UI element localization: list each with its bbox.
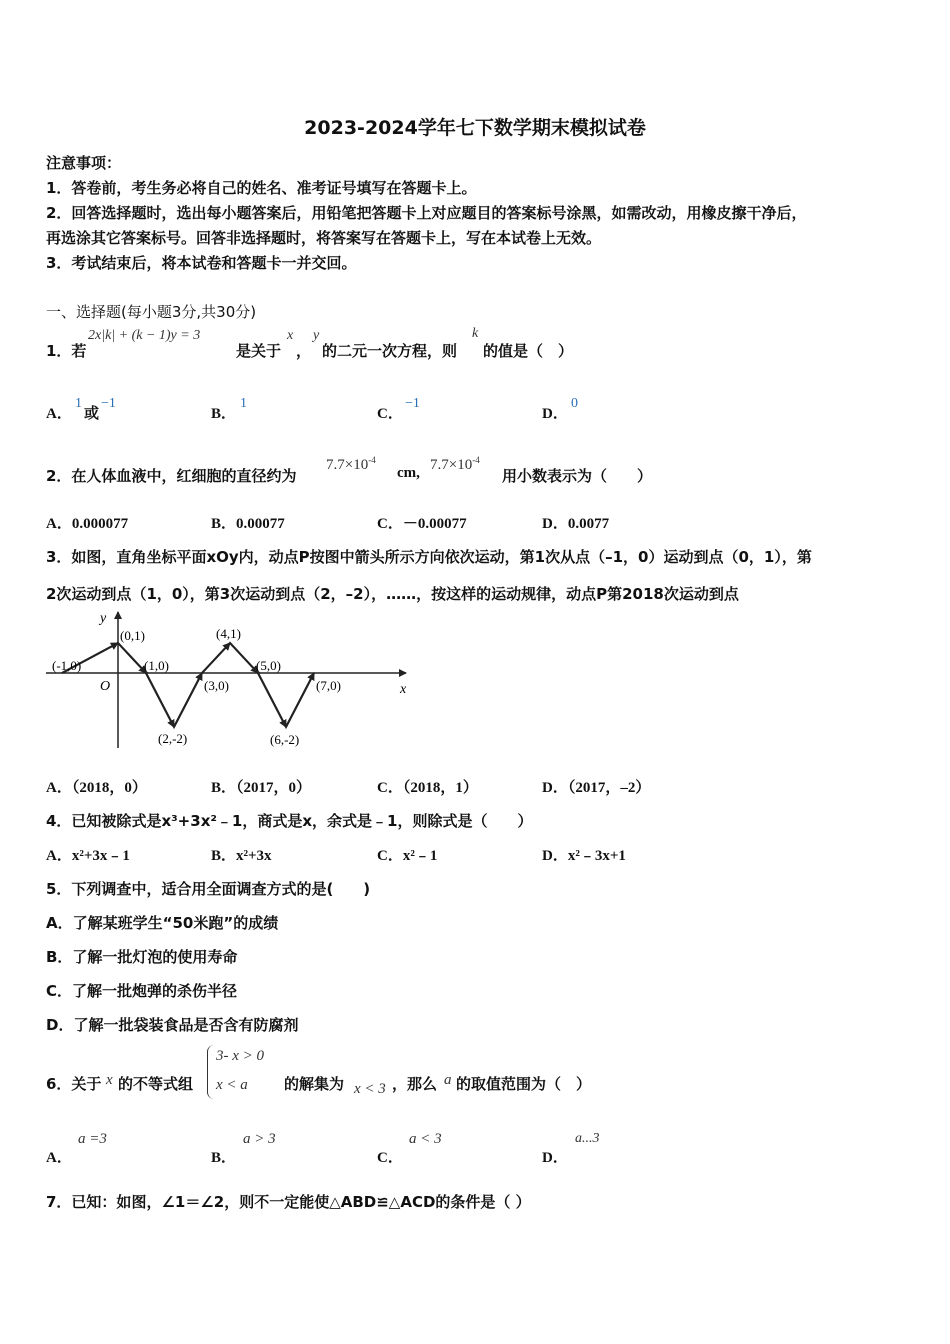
q1-option-label: A． bbox=[46, 406, 72, 422]
path-arrow bbox=[286, 673, 314, 727]
q6-option-b-value: a > 3 bbox=[243, 1131, 276, 1147]
q1-var-y: y bbox=[313, 328, 320, 343]
q3-option-d: D．（2017，–2） bbox=[542, 780, 651, 796]
q1-text: 的值是（ ） bbox=[483, 342, 574, 360]
q1-option-a-value2: −1 bbox=[101, 396, 116, 411]
path-arrow bbox=[146, 673, 174, 727]
q1-option-d-value: 0 bbox=[571, 396, 578, 411]
q1-equation: 2x|k| + (k − 1)y = 3 bbox=[88, 328, 201, 343]
q3-text: 3．如图，直角坐标平面xOy内，动点P按图中箭头所示方向依次运动，第1次从点（–1，0）运动到点（0，1），第 bbox=[46, 548, 812, 566]
point-label: (1,0) bbox=[144, 658, 169, 673]
q5-option: A．了解某班学生“50米跑”的成绩 bbox=[46, 914, 279, 932]
q6-text: 的取值范围为（ ） bbox=[456, 1075, 592, 1093]
notice-item: 1．答卷前，考生务必将自己的姓名、准考证号填写在答题卡上。 bbox=[46, 179, 477, 197]
q6-option-label: B． bbox=[211, 1150, 237, 1166]
q5-option: D．了解一批袋装食品是否含有防腐剂 bbox=[46, 1016, 299, 1034]
notice-heading: 注意事项： bbox=[46, 154, 122, 172]
path-arrow bbox=[258, 673, 286, 727]
q2-text: 用小数表示为（ ） bbox=[502, 467, 653, 485]
q6-inequality-1: 3- x > 0 bbox=[216, 1048, 265, 1064]
point-label: (4,1) bbox=[216, 626, 241, 641]
q1-option-c-value: −1 bbox=[405, 396, 420, 411]
origin-label: O bbox=[100, 679, 111, 694]
q6-text: 的解集为 bbox=[284, 1075, 345, 1093]
q6-option-label: D． bbox=[542, 1150, 568, 1166]
page-title: 2023-2024学年七下数学期末模拟试卷 bbox=[304, 117, 646, 139]
q6-solution: x < 3 bbox=[354, 1081, 386, 1097]
q4-option-a: A．x²+3x﹣1 bbox=[46, 848, 130, 864]
point-label: (7,0) bbox=[316, 678, 341, 693]
q3-option-a: A．（2018，0） bbox=[46, 780, 147, 796]
notice-item: 2．回答选择题时，选出每小题答案后，用铅笔把答题卡上对应题目的答案标号涂黑，如需改动，用橡皮擦干净后， bbox=[46, 204, 807, 222]
q5-option: B．了解一批灯泡的使用寿命 bbox=[46, 948, 238, 966]
q3-figure bbox=[40, 606, 420, 754]
point-label: (6,-2) bbox=[270, 732, 300, 747]
q3-option-c: C．（2018，1） bbox=[377, 780, 478, 796]
q4-option-c: C．x²﹣1 bbox=[377, 848, 438, 864]
q6-option-d-value: a...3 bbox=[575, 1131, 600, 1146]
section-heading: 一、选择题(每小题3分,共30分) bbox=[46, 303, 257, 321]
q2-value-2: $7.7\times 10^{-4}$ bbox=[430, 455, 480, 473]
q1-option-label: B． bbox=[211, 406, 237, 422]
q1-option-b-value: 1 bbox=[240, 396, 247, 411]
notice-item: 3．考试结束后，将本试卷和答题卡一并交回。 bbox=[46, 254, 357, 272]
q5-text: 5．下列调查中，适合用全面调查方式的是( ) bbox=[46, 880, 371, 898]
q2-option-a: A．0.000077 bbox=[46, 516, 129, 532]
q1-text: 是关于 bbox=[236, 342, 282, 360]
q1-option-label: C． bbox=[377, 406, 403, 422]
q6-var-a: a bbox=[444, 1072, 452, 1088]
path-arrow bbox=[230, 643, 258, 673]
q4-text: 4．已知被除式是x³+3x²﹣1，商式是x，余式是﹣1，则除式是（ ） bbox=[46, 812, 533, 830]
q1-comma: ， bbox=[296, 342, 312, 360]
q4-option-b: B．x²+3x bbox=[211, 848, 272, 864]
notice-item: 再选涂其它答案标号。回答非选择题时，将答案写在答题卡上，写在本试卷上无效。 bbox=[46, 229, 602, 247]
system-brace bbox=[207, 1045, 214, 1099]
q1-var-x: x bbox=[287, 328, 294, 343]
q6-option-a-value: a =3 bbox=[78, 1131, 107, 1147]
q6-text: 6．关于 bbox=[46, 1075, 102, 1093]
point-label: (5,0) bbox=[256, 658, 281, 673]
q1-option-a-value: 1 bbox=[75, 396, 82, 411]
path-arrow bbox=[202, 643, 230, 673]
q1-var-k: k bbox=[472, 326, 479, 341]
q1-option-a-text: 或 bbox=[84, 404, 100, 422]
q1-prefix: 1．若 bbox=[46, 342, 87, 360]
q3-text: 2次运动到点（1，0），第3次运动到点（2，–2），……，按这样的运动规律，动点P第2018次运动到点 bbox=[46, 585, 739, 603]
x-axis-label: x bbox=[400, 682, 407, 697]
q3-option-b: B．（2017，0） bbox=[211, 780, 312, 796]
point-label: (2,-2) bbox=[158, 731, 188, 746]
q2-unit: cm, bbox=[397, 465, 420, 481]
q2-option-d: D．0.0077 bbox=[542, 516, 610, 532]
q6-text: 的不等式组 bbox=[118, 1075, 194, 1093]
q7-text: 7．已知：如图，∠1＝∠2，则不一定能使△ABD≌△ACD的条件是（ ） bbox=[46, 1193, 531, 1211]
q6-var-x: x bbox=[106, 1072, 113, 1088]
q5-option: C．了解一批炮弹的杀伤半径 bbox=[46, 982, 238, 1000]
q4-option-d: D．x²﹣3x+1 bbox=[542, 848, 626, 864]
q6-option-label: A． bbox=[46, 1150, 72, 1166]
point-label: (3,0) bbox=[204, 678, 229, 693]
q6-text: ，那么 bbox=[392, 1075, 438, 1093]
path-arrow bbox=[118, 643, 146, 673]
q6-inequality-2: x < a bbox=[216, 1077, 248, 1093]
point-label: (-1,0) bbox=[52, 658, 82, 673]
q2-value-1: $7.7\times 10^{-4}$ bbox=[326, 455, 376, 473]
q1-text: 的二元一次方程，则 bbox=[322, 342, 458, 360]
q1-option-label: D． bbox=[542, 406, 568, 422]
point-label: (0,1) bbox=[120, 628, 145, 643]
path-arrow bbox=[174, 673, 202, 727]
q6-option-label: C． bbox=[377, 1150, 403, 1166]
y-axis-label: y bbox=[100, 611, 107, 626]
q2-text: 2．在人体血液中，红细胞的直径约为 bbox=[46, 467, 297, 485]
q2-option-c: C．－0.00077 bbox=[377, 516, 467, 532]
q6-option-c-value: a < 3 bbox=[409, 1131, 442, 1147]
q2-option-b: B．0.00077 bbox=[211, 516, 285, 532]
